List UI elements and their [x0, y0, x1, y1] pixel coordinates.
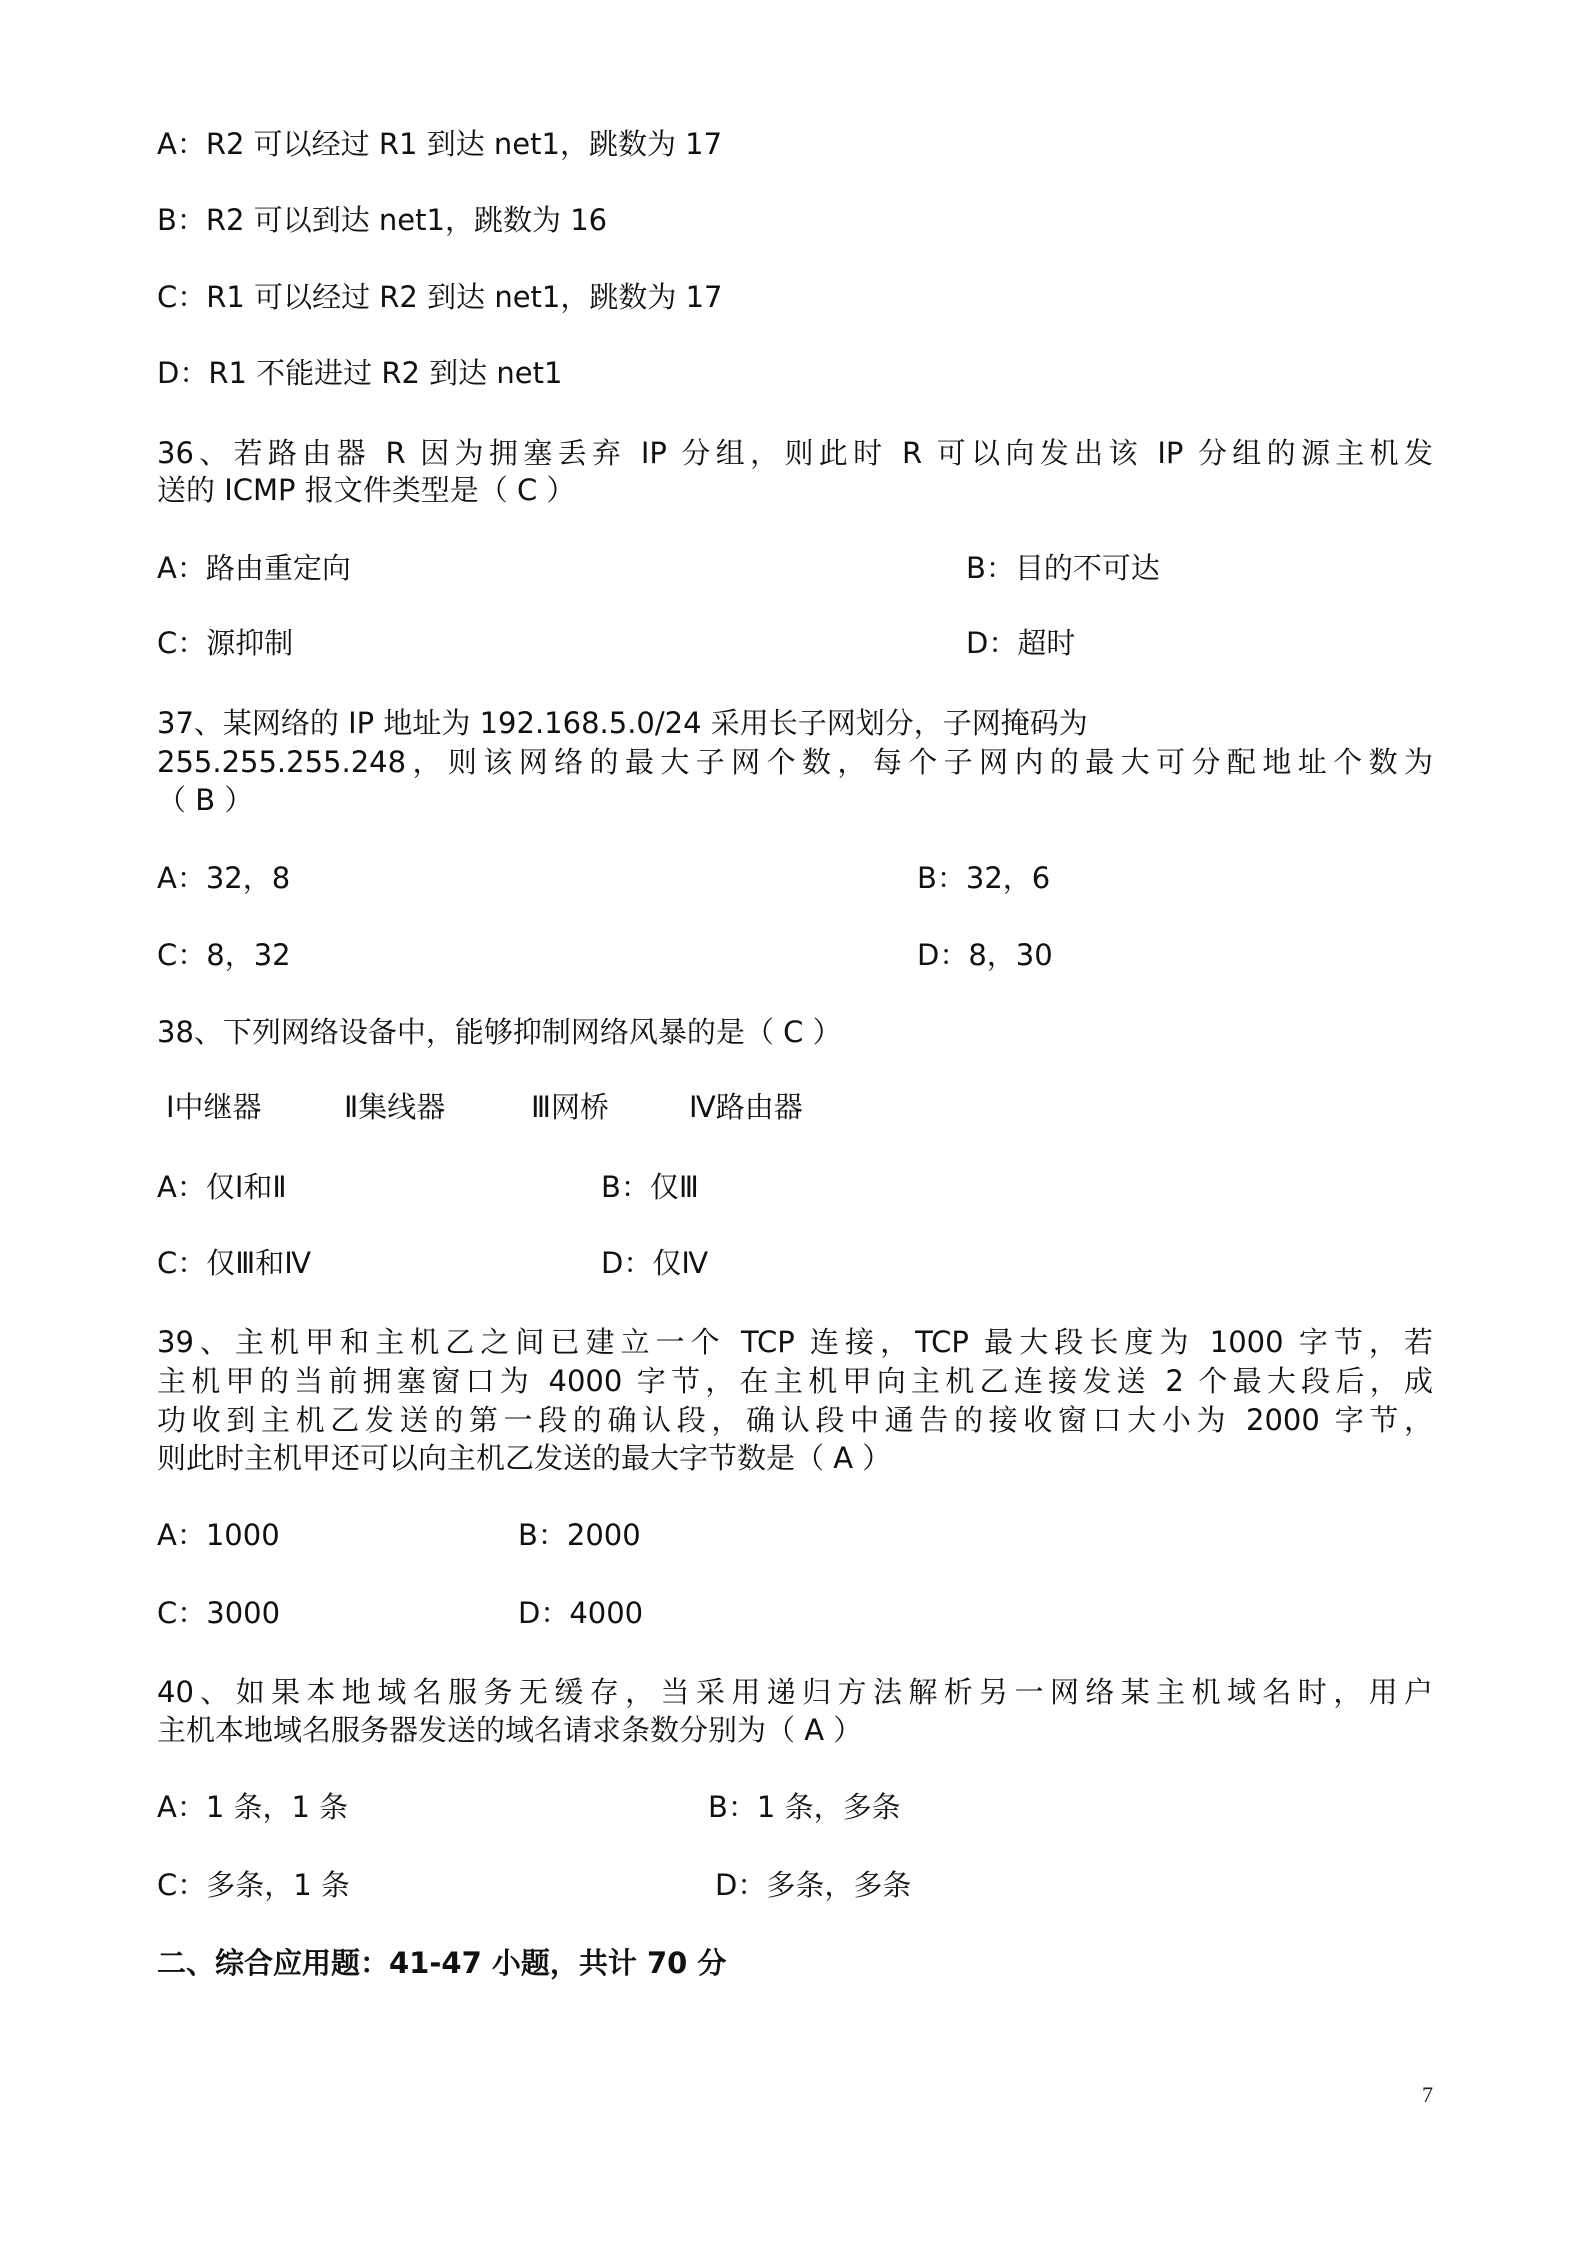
- q35-option-c: C：R1 可以经过 R2 到达 net1，跳数为 17: [157, 280, 723, 314]
- q38-device-4: Ⅳ路由器: [689, 1090, 803, 1124]
- q40-option-a: A：1 条，1 条: [157, 1790, 349, 1824]
- q39-option-b: B：2000: [518, 1518, 641, 1552]
- q40-stem-line-2: 主机本地域名服务器发送的域名请求条数分别为（ A ）: [157, 1713, 863, 1747]
- q38-device-2: Ⅱ集线器: [344, 1090, 446, 1124]
- q37-stem-line-1: 37、某网络的 IP 地址为 192.168.5.0/24 采用长子网划分，子网掩码为: [157, 706, 1088, 740]
- q38-device-1: Ⅰ中继器: [166, 1090, 262, 1124]
- q39-option-c: C：3000: [157, 1596, 281, 1630]
- q37-stem-line-3: （ B ）: [157, 783, 254, 817]
- q38-option-b: B：仅Ⅲ: [601, 1170, 699, 1204]
- q35-option-b: B：R2 可以到达 net1，跳数为 16: [157, 203, 608, 237]
- q39-stem-line-1: 39、主机甲和主机乙之间已建立一个 TCP 连接，TCP 最大段长度为 1000 字节，若: [157, 1325, 1433, 1359]
- q38-option-c: C：仅Ⅲ和Ⅳ: [157, 1246, 312, 1280]
- q36-option-b: B：目的不可达: [966, 551, 1160, 585]
- q37-stem-line-2: 255.255.255.248，则该网络的最大子网个数，每个子网内的最大可分配地址个数为: [157, 745, 1433, 779]
- q38-device-3: Ⅲ网桥: [531, 1090, 609, 1124]
- q36-option-c: C：源抑制: [157, 626, 294, 660]
- q37-option-d: D：8，30: [917, 938, 1053, 972]
- q38-option-a: A：仅Ⅰ和Ⅱ: [157, 1170, 287, 1204]
- q38-option-d: D：仅Ⅳ: [601, 1246, 709, 1280]
- section-heading: 二、综合应用题：41-47 小题，共计 70 分: [157, 1946, 727, 1980]
- page-number: 7: [1422, 2082, 1433, 2107]
- q36-stem-line-2: 送的 ICMP 报文件类型是（ C ）: [157, 473, 576, 507]
- q39-stem-line-3: 功收到主机乙发送的第一段的确认段，确认段中通告的接收窗口大小为 2000 字节，: [157, 1403, 1433, 1437]
- q38-stem-line-1: 38、下列网络设备中，能够抑制网络风暴的是（ C ）: [157, 1015, 842, 1049]
- q35-option-a: A：R2 可以经过 R1 到达 net1，跳数为 17: [157, 127, 723, 161]
- q36-option-d: D：超时: [966, 626, 1076, 660]
- q35-option-d: D：R1 不能进过 R2 到达 net1: [157, 356, 563, 390]
- q39-option-a: A：1000: [157, 1518, 280, 1552]
- q40-option-c: C：多条，1 条: [157, 1868, 350, 1902]
- q37-option-c: C：8，32: [157, 938, 291, 972]
- q37-option-a: A：32，8: [157, 861, 291, 895]
- q36-stem-line-1: 36、若路由器 R 因为拥塞丢弃 IP 分组，则此时 R 可以向发出该 IP 分组的源主机发: [157, 436, 1433, 470]
- q39-stem-line-4: 则此时主机甲还可以向主机乙发送的最大字节数是（ A ）: [157, 1441, 892, 1475]
- q40-stem-line-1: 40、如果本地域名服务无缓存，当采用递归方法解析另一网络某主机域名时，用户: [157, 1675, 1433, 1709]
- q40-option-b: B：1 条，多条: [708, 1790, 901, 1824]
- q36-option-a: A：路由重定向: [157, 551, 351, 585]
- q40-option-d: D：多条，多条: [715, 1868, 912, 1902]
- q37-option-b: B：32，6: [917, 861, 1051, 895]
- q39-option-d: D：4000: [518, 1596, 644, 1630]
- q39-stem-line-2: 主机甲的当前拥塞窗口为 4000 字节，在主机甲向主机乙连接发送 2 个最大段后，成: [157, 1364, 1433, 1398]
